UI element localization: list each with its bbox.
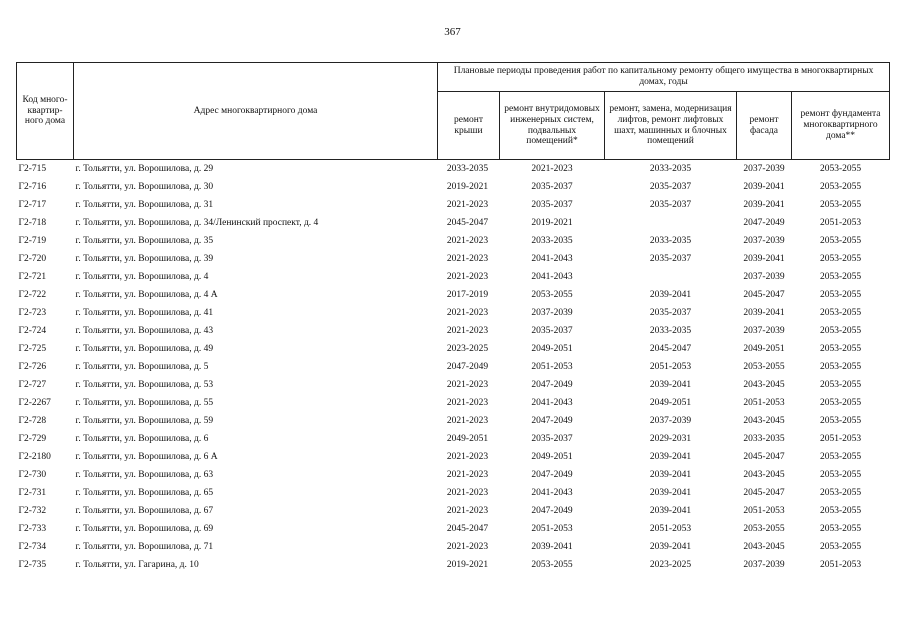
cell-roof: 2023-2025 — [446, 343, 489, 354]
cell-foundation: 2053-2055 — [819, 541, 862, 552]
cell-facade: 2039-2041 — [743, 181, 785, 192]
table-row — [17, 232, 890, 250]
cell-engineering: 2021-2023 — [531, 163, 573, 174]
table-row — [17, 448, 890, 466]
cell-roof: 2021-2023 — [446, 505, 489, 516]
cell-facade: 2043-2045 — [743, 415, 785, 426]
cell-facade: 2045-2047 — [743, 289, 785, 300]
cell-foundation: 2051-2053 — [819, 433, 862, 444]
table-row — [17, 322, 890, 340]
cell-foundation: 2053-2055 — [819, 451, 862, 462]
cell-facade: 2037-2039 — [743, 271, 785, 282]
cell-code: Г2-726 — [18, 361, 47, 372]
cell-elevators: 2039-2041 — [649, 487, 692, 498]
cell-foundation: 2053-2055 — [819, 163, 862, 174]
cell-facade: 2039-2041 — [743, 199, 785, 210]
cell-roof: 2045-2047 — [446, 217, 489, 228]
header-engineering: ремонт внутридомовых инженерных систем, подвальных помещений* — [500, 92, 605, 160]
cell-code: Г2-732 — [18, 505, 47, 516]
cell-elevators: 2051-2053 — [649, 361, 692, 372]
cell-code: Г2-2267 — [18, 397, 51, 408]
cell-elevators: 2029-2031 — [649, 433, 692, 444]
cell-elevators: 2045-2047 — [649, 343, 692, 354]
cell-roof: 2021-2023 — [446, 271, 489, 282]
cell-roof: 2021-2023 — [446, 379, 489, 390]
cell-engineering: 2047-2049 — [531, 379, 573, 390]
cell-facade: 2037-2039 — [743, 235, 785, 246]
cell-engineering: 2049-2051 — [531, 451, 573, 462]
cell-foundation: 2053-2055 — [819, 271, 862, 282]
cell-roof: 2021-2023 — [446, 541, 489, 552]
cell-code: Г2-720 — [18, 253, 47, 264]
cell-engineering: 2053-2055 — [531, 289, 573, 300]
cell-facade: 2047-2049 — [743, 217, 785, 228]
cell-engineering: 2035-2037 — [531, 199, 573, 210]
cell-elevators: 2037-2039 — [649, 415, 692, 426]
cell-foundation: 2053-2055 — [819, 325, 862, 336]
cell-elevators: 2033-2035 — [649, 325, 692, 336]
cell-facade: 2037-2039 — [743, 163, 785, 174]
cell-elevators: 2039-2041 — [649, 505, 692, 516]
header-periods-group: Плановые периоды проведения работ по капитальному ремонту общего имущества в многоквартирных домах, годы — [438, 63, 890, 92]
cell-facade: 2039-2041 — [743, 307, 785, 318]
cell-roof: 2017-2019 — [446, 289, 489, 300]
cell-roof: 2021-2023 — [446, 487, 489, 498]
cell-elevators: 2039-2041 — [649, 451, 692, 462]
table-row — [17, 412, 890, 430]
cell-elevators — [605, 214, 737, 232]
cell-facade: 2043-2045 — [743, 379, 785, 390]
cell-elevators: 2049-2051 — [649, 397, 692, 408]
cell-code: Г2-721 — [18, 271, 47, 282]
cell-foundation: 2053-2055 — [819, 505, 862, 516]
header-roof: ремонт крыши — [438, 92, 500, 160]
table-row — [17, 502, 890, 520]
header-elevators: ремонт, замена, модернизация лифтов, ремонт лифтовых шахт, машинных и блочных помещений — [605, 92, 737, 160]
cell-address: г. Тольятти, ул. Ворошилова, д. 63 — [75, 469, 214, 480]
cell-elevators: 2035-2037 — [649, 199, 692, 210]
table-row — [17, 286, 890, 304]
header-code: Код много-квартир-ного дома — [17, 63, 74, 160]
cell-elevators: 2033-2035 — [649, 235, 692, 246]
cell-facade: 2045-2047 — [743, 451, 785, 462]
cell-engineering: 2041-2043 — [531, 253, 573, 264]
header-facade: ремонт фасада — [737, 92, 792, 160]
cell-roof: 2049-2051 — [446, 433, 489, 444]
cell-facade: 2049-2051 — [743, 343, 785, 354]
cell-address: г. Тольятти, ул. Ворошилова, д. 71 — [75, 541, 214, 552]
cell-foundation: 2053-2055 — [819, 181, 862, 192]
cell-address: г. Тольятти, ул. Ворошилова, д. 5 — [75, 361, 209, 372]
cell-address: г. Тольятти, ул. Ворошилова, д. 35 — [75, 235, 214, 246]
table-row — [17, 538, 890, 556]
cell-elevators: 2023-2025 — [649, 559, 692, 570]
cell-foundation: 2053-2055 — [819, 469, 862, 480]
cell-engineering: 2035-2037 — [531, 433, 573, 444]
cell-address: г. Тольятти, ул. Ворошилова, д. 39 — [75, 253, 214, 264]
cell-code: Г2-728 — [18, 415, 47, 426]
page-number: 367 — [444, 26, 461, 38]
cell-engineering: 2037-2039 — [531, 307, 573, 318]
cell-code: Г2-729 — [18, 433, 47, 444]
cell-roof: 2019-2021 — [446, 181, 489, 192]
table-body — [17, 160, 890, 575]
cell-facade: 2039-2041 — [743, 253, 785, 264]
cell-address: г. Тольятти, ул. Ворошилова, д. 34/Ленинский проспект, д. 4 — [75, 217, 319, 228]
cell-code: Г2-734 — [18, 541, 47, 552]
cell-facade: 2045-2047 — [743, 487, 785, 498]
cell-facade: 2037-2039 — [743, 325, 785, 336]
cell-facade: 2037-2039 — [743, 559, 785, 570]
table-row — [17, 268, 890, 286]
cell-code: Г2-715 — [18, 163, 47, 174]
cell-facade: 2053-2055 — [743, 523, 785, 534]
cell-roof: 2021-2023 — [446, 415, 489, 426]
cell-roof: 2021-2023 — [446, 397, 489, 408]
cell-address: г. Тольятти, ул. Ворошилова, д. 69 — [75, 523, 214, 534]
cell-elevators: 2039-2041 — [649, 541, 692, 552]
cell-elevators: 2039-2041 — [649, 469, 692, 480]
cell-facade: 2043-2045 — [743, 469, 785, 480]
cell-engineering: 2051-2053 — [531, 361, 573, 372]
cell-address: г. Тольятти, ул. Ворошилова, д. 4 — [75, 271, 209, 282]
table-row — [17, 214, 890, 232]
cell-engineering: 2049-2051 — [531, 343, 573, 354]
cell-address: г. Тольятти, ул. Ворошилова, д. 6 А — [75, 451, 218, 462]
cell-elevators — [605, 268, 737, 286]
cell-code: Г2-716 — [18, 181, 47, 192]
cell-engineering: 2019-2021 — [531, 217, 573, 228]
cell-address: г. Тольятти, ул. Ворошилова, д. 55 — [75, 397, 214, 408]
table-row — [17, 556, 890, 574]
cell-roof: 2047-2049 — [446, 361, 489, 372]
cell-address: г. Тольятти, ул. Ворошилова, д. 65 — [75, 487, 214, 498]
cell-engineering: 2033-2035 — [531, 235, 573, 246]
cell-address: г. Тольятти, ул. Ворошилова, д. 4 А — [75, 289, 218, 300]
table-row — [17, 340, 890, 358]
cell-elevators: 2039-2041 — [649, 379, 692, 390]
table-row — [17, 160, 890, 179]
cell-elevators: 2051-2053 — [649, 523, 692, 534]
cell-foundation: 2051-2053 — [819, 559, 862, 570]
cell-engineering: 2047-2049 — [531, 415, 573, 426]
cell-code: Г2-727 — [18, 379, 47, 390]
cell-foundation: 2053-2055 — [819, 307, 862, 318]
cell-address: г. Тольятти, ул. Гагарина, д. 10 — [75, 559, 199, 570]
cell-foundation: 2053-2055 — [819, 487, 862, 498]
cell-engineering: 2035-2037 — [531, 325, 573, 336]
table-row — [17, 178, 890, 196]
cell-address: г. Тольятти, ул. Ворошилова, д. 30 — [75, 181, 214, 192]
cell-foundation: 2053-2055 — [819, 289, 862, 300]
cell-engineering: 2035-2037 — [531, 181, 573, 192]
cell-facade: 2053-2055 — [743, 361, 785, 372]
cell-address: г. Тольятти, ул. Ворошилова, д. 41 — [75, 307, 214, 318]
cell-code: Г2-2180 — [18, 451, 51, 462]
cell-address: г. Тольятти, ул. Ворошилова, д. 49 — [75, 343, 214, 354]
table-row — [17, 358, 890, 376]
cell-code: Г2-731 — [18, 487, 47, 498]
cell-roof: 2021-2023 — [446, 469, 489, 480]
header-address: Адрес многоквартирного дома — [74, 63, 438, 160]
table-row — [17, 304, 890, 322]
cell-roof: 2021-2023 — [446, 235, 489, 246]
table-row — [17, 466, 890, 484]
cell-engineering: 2047-2049 — [531, 469, 573, 480]
cell-foundation: 2053-2055 — [819, 253, 862, 264]
table-row — [17, 196, 890, 214]
cell-foundation: 2051-2053 — [819, 217, 862, 228]
cell-code: Г2-733 — [18, 523, 47, 534]
cell-foundation: 2053-2055 — [819, 199, 862, 210]
cell-roof: 2021-2023 — [446, 253, 489, 264]
cell-address: г. Тольятти, ул. Ворошилова, д. 31 — [75, 199, 214, 210]
cell-engineering: 2041-2043 — [531, 487, 573, 498]
cell-address: г. Тольятти, ул. Ворошилова, д. 6 — [75, 433, 209, 444]
cell-address: г. Тольятти, ул. Ворошилова, д. 29 — [75, 163, 214, 174]
cell-code: Г2-717 — [18, 199, 47, 210]
cell-engineering: 2047-2049 — [531, 505, 573, 516]
cell-engineering: 2051-2053 — [531, 523, 573, 534]
cell-code: Г2-730 — [18, 469, 47, 480]
cell-facade: 2051-2053 — [743, 505, 785, 516]
cell-roof: 2033-2035 — [446, 163, 489, 174]
cell-foundation: 2053-2055 — [819, 523, 862, 534]
cell-elevators: 2035-2037 — [649, 253, 692, 264]
cell-foundation: 2053-2055 — [819, 235, 862, 246]
table-header — [17, 63, 890, 160]
cell-code: Г2-718 — [18, 217, 47, 228]
cell-address: г. Тольятти, ул. Ворошилова, д. 53 — [75, 379, 214, 390]
cell-elevators: 2035-2037 — [649, 307, 692, 318]
cell-engineering: 2041-2043 — [531, 397, 573, 408]
table-row — [17, 250, 890, 268]
cell-roof: 2021-2023 — [446, 307, 489, 318]
cell-engineering: 2053-2055 — [531, 559, 573, 570]
header-foundation: ремонт фундамента многоквартирного дома** — [792, 92, 890, 160]
cell-roof: 2021-2023 — [446, 325, 489, 336]
cell-code: Г2-724 — [18, 325, 47, 336]
cell-address: г. Тольятти, ул. Ворошилова, д. 67 — [75, 505, 214, 516]
cell-foundation: 2053-2055 — [819, 379, 862, 390]
cell-foundation: 2053-2055 — [819, 415, 862, 426]
cell-address: г. Тольятти, ул. Ворошилова, д. 43 — [75, 325, 214, 336]
cell-code: Г2-719 — [18, 235, 47, 246]
table-row — [17, 484, 890, 502]
cell-facade: 2033-2035 — [743, 433, 785, 444]
table-row — [17, 394, 890, 412]
cell-foundation: 2053-2055 — [819, 343, 862, 354]
cell-roof: 2021-2023 — [446, 199, 489, 210]
cell-code: Г2-735 — [18, 559, 47, 570]
cell-engineering: 2039-2041 — [531, 541, 573, 552]
cell-code: Г2-722 — [18, 289, 47, 300]
cell-code: Г2-725 — [18, 343, 47, 354]
cell-elevators: 2033-2035 — [649, 163, 692, 174]
cell-code: Г2-723 — [18, 307, 47, 318]
cell-roof: 2045-2047 — [446, 523, 489, 534]
table-row — [17, 520, 890, 538]
cell-engineering: 2041-2043 — [531, 271, 573, 282]
cell-facade: 2043-2045 — [743, 541, 785, 552]
cell-elevators: 2035-2037 — [649, 181, 692, 192]
cell-roof: 2019-2021 — [446, 559, 489, 570]
cell-roof: 2021-2023 — [446, 451, 489, 462]
cell-elevators: 2039-2041 — [649, 289, 692, 300]
table-row — [17, 430, 890, 448]
cell-foundation: 2053-2055 — [819, 397, 862, 408]
table-row — [17, 376, 890, 394]
cell-foundation: 2053-2055 — [819, 361, 862, 372]
cell-facade: 2051-2053 — [743, 397, 785, 408]
cell-address: г. Тольятти, ул. Ворошилова, д. 59 — [75, 415, 214, 426]
capital-repair-schedule-table — [16, 62, 890, 574]
